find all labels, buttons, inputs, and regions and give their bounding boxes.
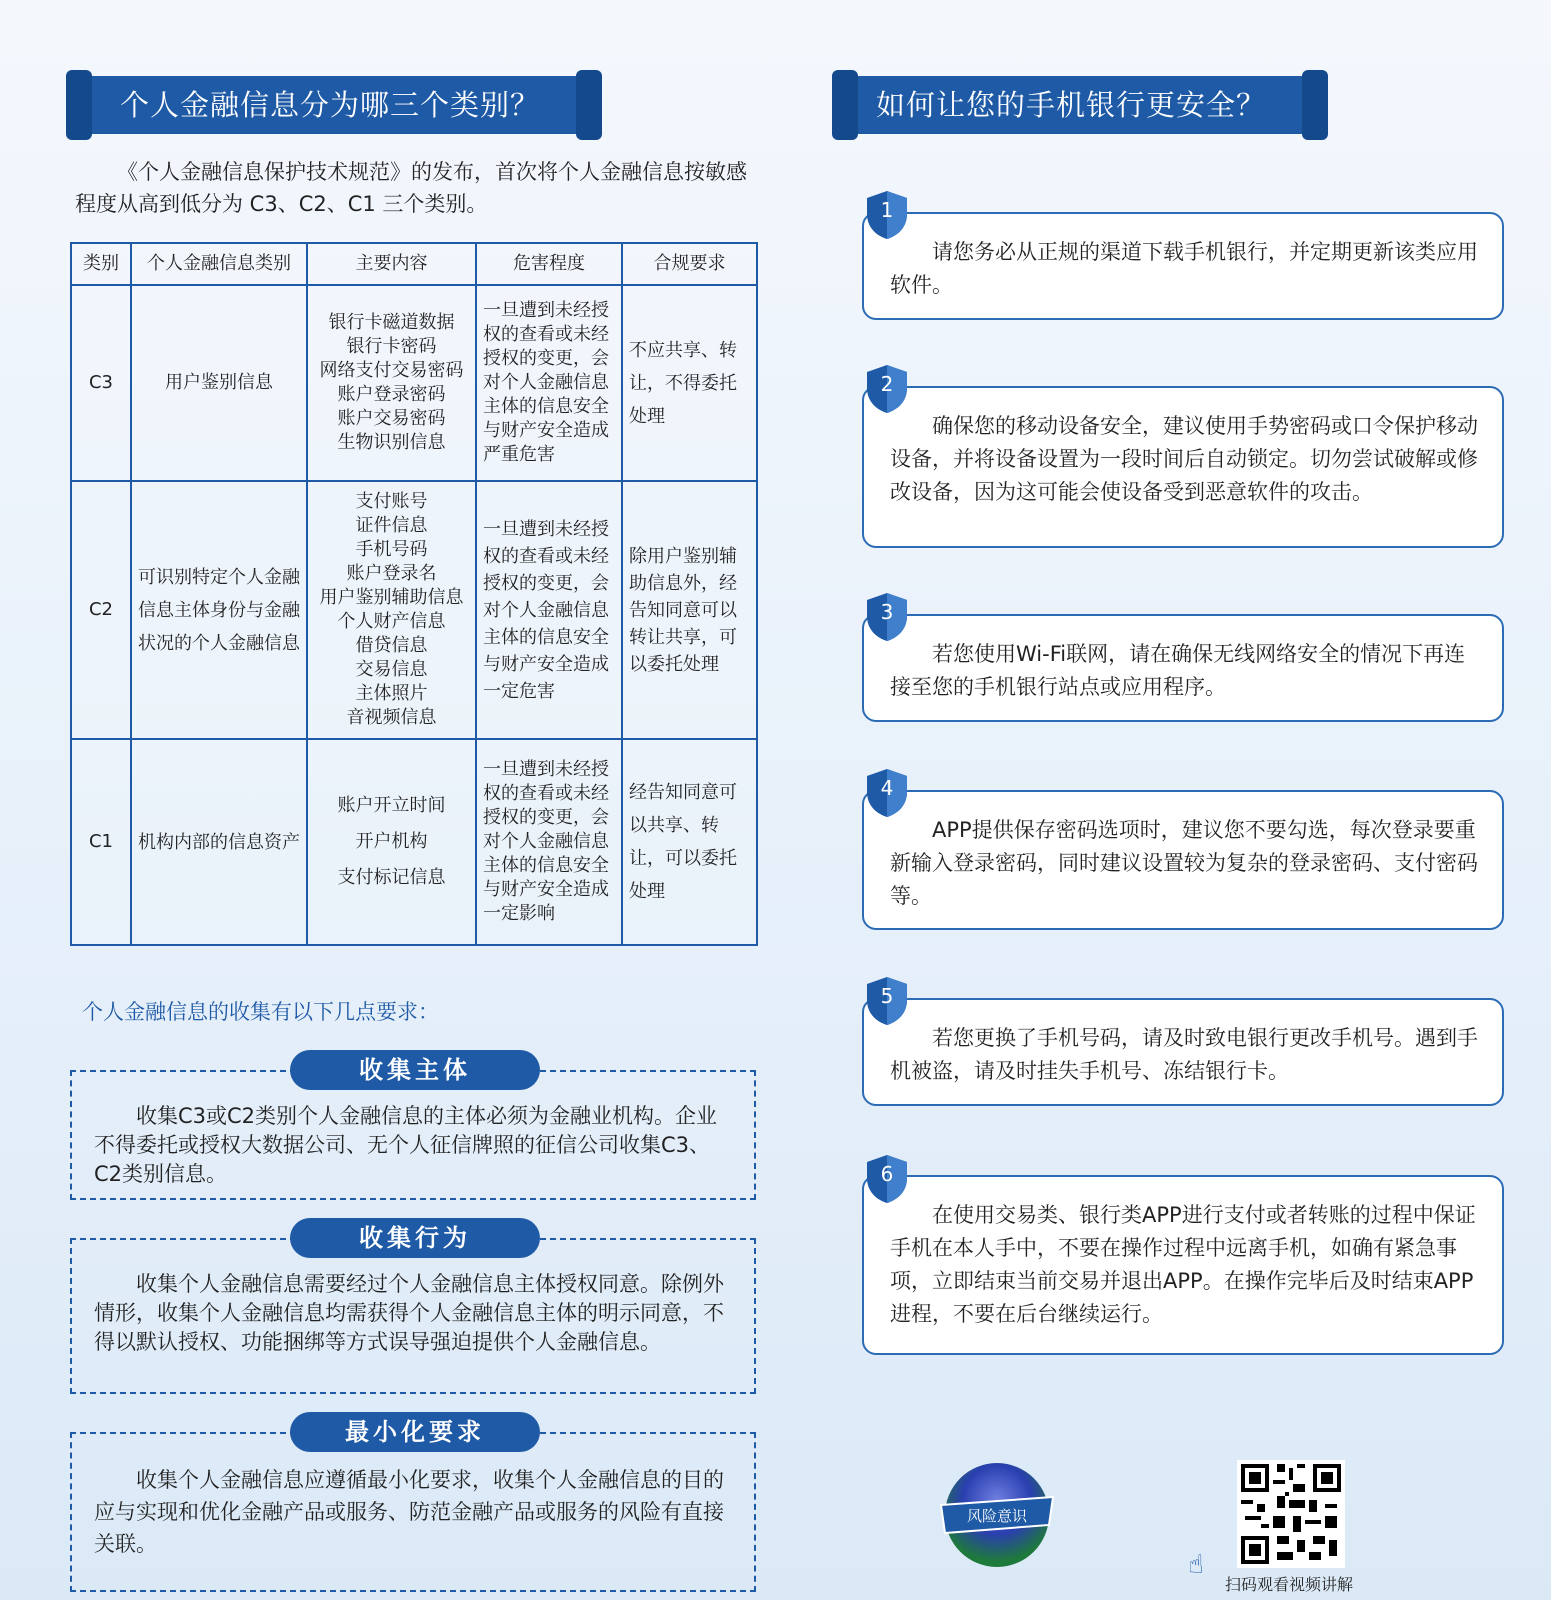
- shield-icon: [866, 1154, 908, 1204]
- row-compliance: 不应共享、转让，不得委托处理: [622, 285, 757, 481]
- minimization-text: 收集个人金融信息应遵循最小化要求，收集个人金融信息的目的应与实现和优化金融产品或服务、防范金融产品或服务的风险有直接关联。: [94, 1468, 724, 1556]
- financial-info-table: [70, 242, 758, 946]
- content-item: 账户开立时间: [337, 795, 446, 816]
- row-harm: 一旦遭到未经授权的查看或未经授权的变更，会对个人金融信息主体的信息安全与财产安全造成一定危害: [476, 481, 622, 739]
- table-header-row: [71, 243, 757, 285]
- tip-text: 若您更换了手机号码，请及时致电银行更改手机号。遇到手机被盗，请及时挂失手机号、冻结银行卡。: [890, 1026, 1478, 1083]
- collection-subject-text: 收集C3或C2类别个人金融信息的主体必须为金融业机构。企业不得委托或授权大数据公司、无个人征信牌照的征信公司收集C3、C2类别信息。: [94, 1104, 718, 1186]
- shield-icon: [866, 976, 908, 1026]
- content-item: 网络支付交易密码: [319, 360, 464, 381]
- row-compliance: 经告知同意可以共享、转让，可以委托处理: [622, 739, 757, 945]
- row-category: C2: [71, 481, 131, 739]
- shield-icon: [866, 592, 908, 642]
- tip-number: 6: [880, 1162, 894, 1186]
- content-item: 主体照片: [355, 683, 428, 704]
- row-info-type: 可识别特定个人金融信息主体身份与金融状况的个人金融信息: [131, 481, 307, 739]
- minimization-title: 最小化要求: [290, 1412, 540, 1452]
- tip-number: 1: [880, 198, 894, 222]
- content-item: 借贷信息: [355, 635, 428, 656]
- content-item: 音视频信息: [346, 707, 437, 728]
- intro-paragraph: 《个人金融信息保护技术规范》的发布，首次将个人金融信息按敏感程度从高到低分为 C3、C2、C1 三个类别。: [75, 160, 747, 216]
- tip-number: 4: [880, 776, 894, 800]
- logo-text: 风险意识: [966, 1507, 1027, 1525]
- right-section-banner: 如何让您的手机银行更安全？: [840, 76, 1320, 134]
- pointing-hand-icon: ☝: [1188, 1550, 1204, 1580]
- content-item: 手机号码: [355, 539, 428, 560]
- content-item: 支付账号: [355, 491, 428, 512]
- tip-text: 请您务必从正规的渠道下载手机银行，并定期更新该类应用软件。: [890, 240, 1478, 297]
- header-compliance: 合规要求: [622, 243, 757, 285]
- table-row: [71, 285, 757, 481]
- content-item: 银行卡密码: [346, 336, 437, 357]
- content-item: 证件信息: [355, 515, 428, 536]
- shield-icon: [866, 768, 908, 818]
- shield-icon: [866, 364, 908, 414]
- table-row: [71, 481, 757, 739]
- content-item: 支付标记信息: [337, 867, 446, 888]
- tip-card-5: [862, 998, 1504, 1106]
- row-harm: 一旦遭到未经授权的查看或未经授权的变更，会对个人金融信息主体的信息安全与财产安全造成严重危害: [476, 285, 622, 481]
- tip-card-3: [862, 614, 1504, 722]
- qr-caption: 扫码观看视频讲解: [1225, 1575, 1354, 1594]
- tip-text: 确保您的移动设备安全，建议使用手势密码或口令保护移动设备，并将设备设置为一段时间后自动锁定。切勿尝试破解或修改设备，因为这可能会使设备受到恶意软件的攻击。: [890, 414, 1478, 504]
- content-item: 银行卡磁道数据: [328, 312, 455, 333]
- tip-number: 2: [880, 372, 894, 396]
- collection-behavior-box: [70, 1238, 756, 1394]
- row-category: C1: [71, 739, 131, 945]
- tip-card-1: [862, 212, 1504, 320]
- tip-text: 在使用交易类、银行类APP进行支付或者转账的过程中保证手机在本人手中，不要在操作过程中远离手机，如确有紧急事项，立即结束当前交易并退出APP。在操作完毕后及时结束APP进程，不要在后台继续运行。: [890, 1203, 1476, 1326]
- tip-number: 5: [880, 984, 894, 1008]
- row-content: [307, 739, 476, 945]
- content-item: 账户登录名: [346, 563, 437, 584]
- tip-text: 若您使用Wi-Fi联网，请在确保无线网络安全的情况下再连接至您的手机银行站点或应用程序。: [890, 642, 1466, 699]
- tip-card-4: [862, 790, 1504, 930]
- header-info-type: 个人金融信息类别: [131, 243, 307, 285]
- qr-code[interactable]: [1237, 1460, 1345, 1568]
- row-harm: 一旦遭到未经授权的查看或未经授权的变更，会对个人金融信息主体的信息安全与财产安全造成一定影响: [476, 739, 622, 945]
- row-compliance: 除用户鉴别辅助信息外，经告知同意可以转让共享，可以委托处理: [622, 481, 757, 739]
- left-section-banner: 个人金融信息分为哪三个类别？: [74, 76, 594, 134]
- content-item: 生物识别信息: [337, 432, 446, 453]
- header-content: 主要内容: [307, 243, 476, 285]
- content-item: 开户机构: [355, 831, 428, 852]
- tip-number: 3: [880, 600, 894, 624]
- content-item: 个人财产信息: [337, 611, 446, 632]
- row-info-type: 机构内部的信息资产: [131, 739, 307, 945]
- row-content: [307, 481, 476, 739]
- row-category: C3: [71, 285, 131, 481]
- collection-requirements-heading: 个人金融信息的收集有以下几点要求：: [82, 1000, 439, 1024]
- row-content: [307, 285, 476, 481]
- header-harm: 危害程度: [476, 243, 622, 285]
- content-item: 账户交易密码: [337, 408, 446, 429]
- shield-icon: [866, 190, 908, 240]
- tip-text: APP提供保存密码选项时，建议您不要勾选，每次登录要重新输入登录密码，同时建议设置较为复杂的登录密码、支付密码等。: [890, 818, 1478, 908]
- tip-card-6: [862, 1175, 1504, 1355]
- content-item: 用户鉴别辅助信息: [319, 587, 464, 608]
- row-info-type: 用户鉴别信息: [131, 285, 307, 481]
- collection-subject-title: 收集主体: [290, 1050, 540, 1090]
- collection-behavior-title: 收集行为: [290, 1218, 540, 1258]
- table-row: [71, 739, 757, 945]
- header-category: 类别: [71, 243, 131, 285]
- content-item: 账户登录密码: [337, 384, 446, 405]
- minimization-box: [70, 1432, 756, 1592]
- tip-card-2: [862, 386, 1504, 548]
- collection-behavior-text: 收集个人金融信息需要经过个人金融信息主体授权同意。除例外情形，收集个人金融信息均需获得个人金融信息主体的明示同意，不得以默认授权、功能捆绑等方式误导强迫提供个人金融信息。: [94, 1272, 724, 1354]
- risk-awareness-logo: [937, 1455, 1057, 1575]
- content-item: 交易信息: [355, 659, 428, 680]
